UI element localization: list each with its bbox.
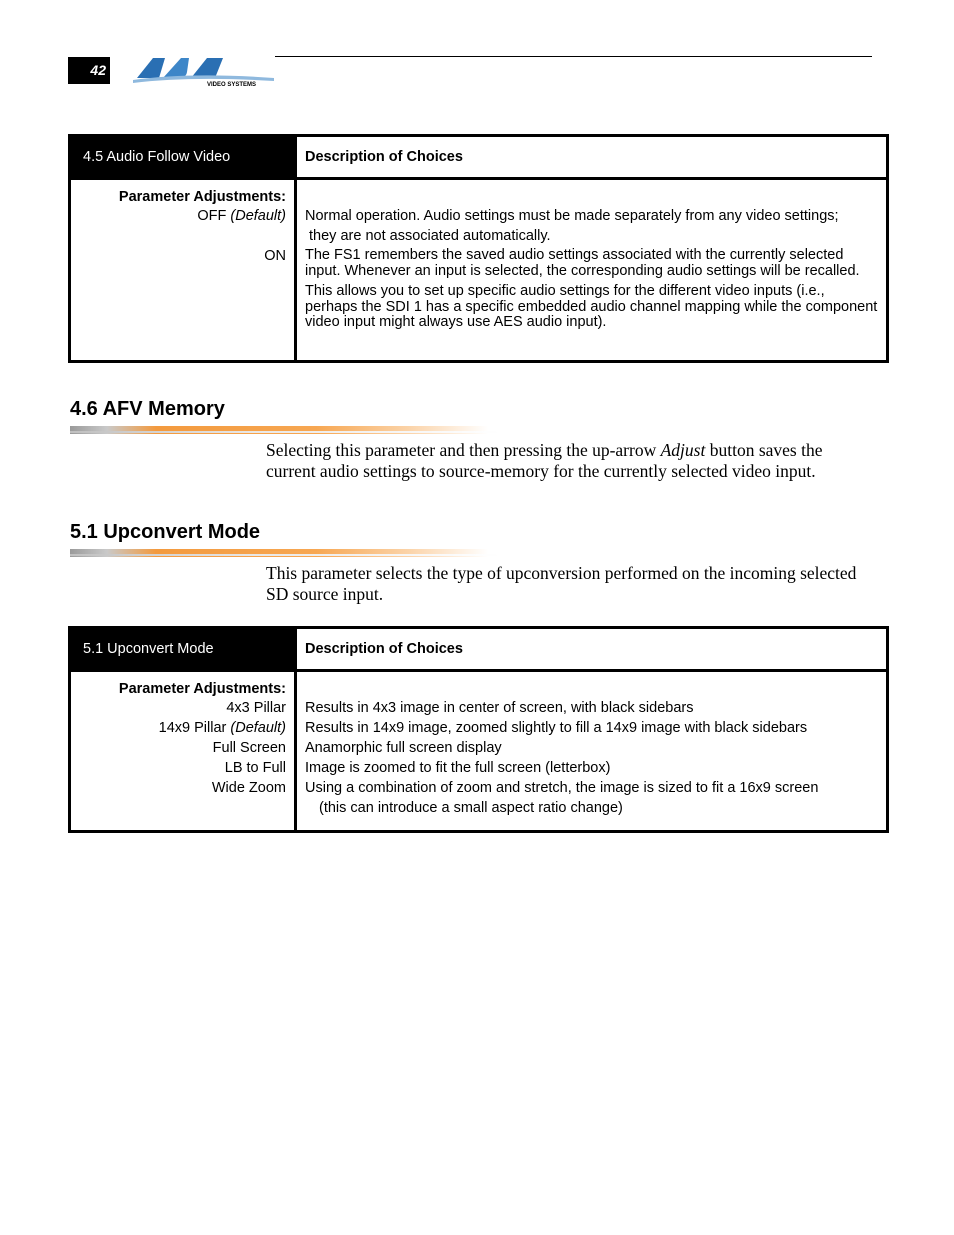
- afv-memory-text: Selecting this parameter and then pressing the up-arrow Adjust button saves the current audio settings to source-memory for the currently selected video input.: [266, 440, 823, 481]
- desc-header: Description of Choices: [296, 136, 888, 179]
- parameter-column: [70, 671, 296, 832]
- heading-swoosh: [70, 426, 685, 434]
- option-14x9-pillar: 14x9 Pillar (Default): [158, 720, 286, 736]
- table-title: 5.1 Upconvert Mode: [70, 628, 296, 671]
- option-4x3-pillar: 4x3 Pillar: [226, 700, 286, 716]
- desc-14x9-pillar: Results in 14x9 image, zoomed slightly to fill a 14x9 image with black sidebars: [305, 720, 808, 736]
- desc-off-2: they are not associated automatically.: [305, 228, 551, 244]
- audio-follow-video-table: [68, 134, 889, 363]
- upconvert-mode-table: [68, 626, 889, 833]
- table-title: 4.5 Audio Follow Video: [70, 136, 296, 179]
- option-lb-to-full: LB to Full: [224, 760, 286, 776]
- desc-on: The FS1 remembers the saved audio settings associated with the currently selected input. Whenever an input is selected, the corresponding audio settings will be recalled.: [305, 247, 860, 279]
- desc-header: Description of Choices: [296, 628, 888, 671]
- upconvert-text: This parameter selects the type of upconversion performed on the incoming selected SD source input.: [266, 563, 857, 604]
- option-wide-zoom: Wide Zoom: [211, 780, 286, 796]
- header-rule: [275, 56, 872, 57]
- description-column: [296, 671, 888, 832]
- desc-lb-to-full: Image is zoomed to fit the full screen (letterbox): [305, 760, 611, 776]
- param-label: Parameter Adjustments:: [118, 681, 286, 697]
- param-label: Parameter Adjustments:: [118, 189, 286, 205]
- page-number: 42: [68, 57, 110, 84]
- heading-afv-memory: 4.6 AFV Memory: [70, 398, 225, 420]
- desc-4x3-pillar: Results in 4x3 image in center of screen, with black sidebars: [305, 700, 694, 716]
- option-full-screen: Full Screen: [212, 740, 286, 756]
- parameter-column: [70, 179, 296, 362]
- desc-off-1: Normal operation. Audio settings must be made separately from any video settings;: [305, 208, 839, 224]
- description-column: [296, 179, 888, 362]
- desc-wide-zoom: Using a combination of zoom and stretch, the image is sized to fit a 16x9 screen: [305, 780, 819, 796]
- heading-swoosh: [70, 549, 685, 557]
- heading-upconvert-mode: 5.1 Upconvert Mode: [70, 521, 261, 543]
- desc-on-extra: This allows you to set up specific audio settings for the different video inputs (i.e., perhaps the SDI 1 has a specific embedded audio channel mapping while the component video input might always use AES audio input).: [305, 283, 878, 330]
- desc-full-screen: Anamorphic full screen display: [305, 740, 502, 756]
- option-on: ON: [264, 248, 286, 264]
- svg-text:VIDEO SYSTEMS: VIDEO SYSTEMS: [207, 82, 257, 88]
- desc-wide-zoom-note: (this can introduce a small aspect ratio change): [319, 800, 623, 816]
- option-off: OFF (Default): [197, 208, 286, 224]
- aja-logo: [131, 54, 274, 88]
